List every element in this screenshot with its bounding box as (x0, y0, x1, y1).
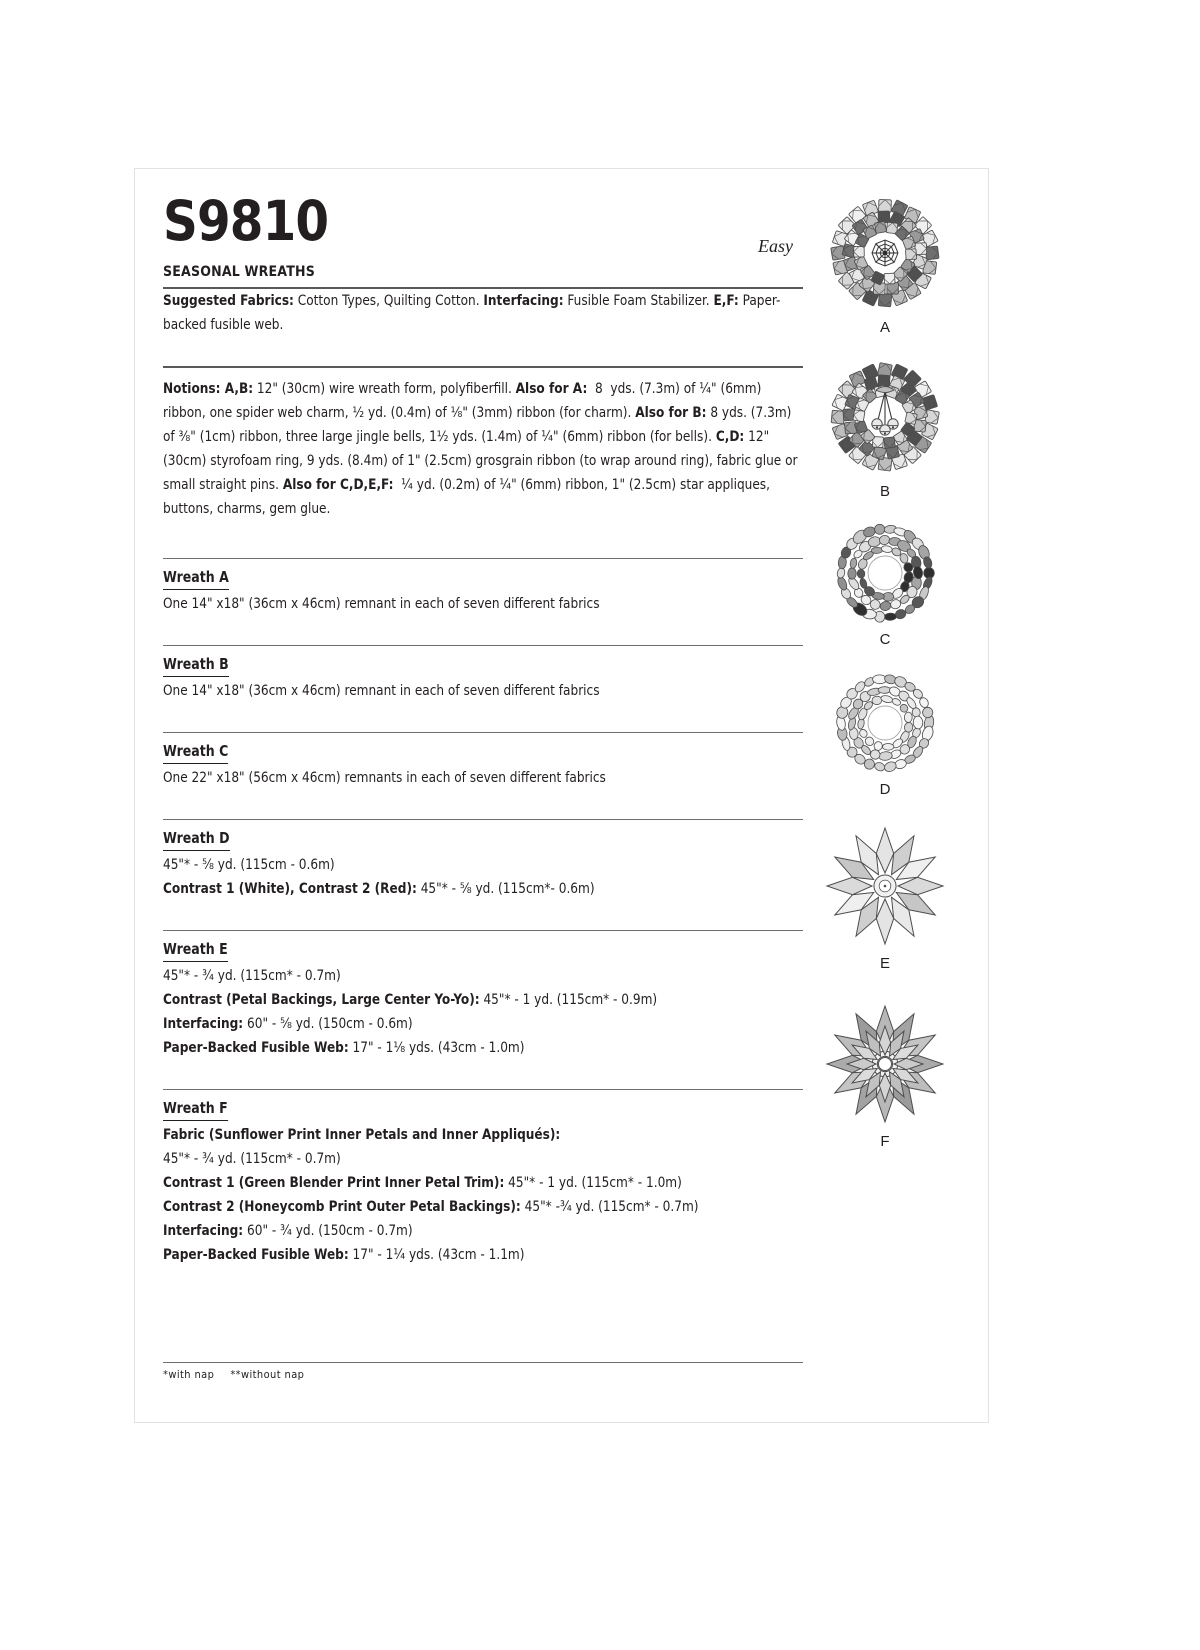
suggested-fabrics-paragraph: Suggested Fabrics: Cotton Types, Quilting Cotton. Interfacing: Fusible Foam Stabilizer. E,F: Paper-backed fusible web. (163, 293, 781, 333)
figure-view-d (800, 668, 970, 798)
section-title: Wreath F (163, 1097, 228, 1121)
figure-view-c (800, 518, 970, 648)
difficulty-label: Easy (758, 236, 793, 256)
flower-e-illustration (815, 820, 955, 954)
footnote-without-nap: **without nap (230, 1368, 305, 1381)
spacer (163, 790, 803, 812)
spacer (163, 616, 803, 638)
section-wreath-f (163, 1090, 803, 1267)
divider-footnote (163, 1362, 803, 1363)
section-title: Wreath C (163, 740, 228, 764)
flower-f-illustration (815, 1000, 955, 1132)
section-title: Wreath E (163, 938, 228, 962)
section-line: One 14" x18" (36cm x 46cm) remnant in each of seven different fabrics (163, 683, 600, 699)
figure-label: F (880, 1133, 890, 1150)
figure-label: B (879, 483, 890, 500)
section-line: 45"* - ¾ yd. (115cm* - 0.7m) (163, 968, 341, 984)
spacer (163, 368, 803, 377)
section-wreath-d (163, 820, 803, 901)
section-wreath-c (163, 733, 803, 790)
section-line: Interfacing: 60" - ¾ yd. (150cm - 0.7m) (163, 1223, 413, 1239)
footnote-with-nap: *with nap (163, 1368, 215, 1381)
page-title: S9810 (163, 189, 329, 253)
wreath-a-illustration (820, 192, 950, 318)
view-illustrations-column (800, 192, 970, 1154)
section-line: Paper-Backed Fusible Web: 17" - 1¼ yds. (43cm - 1.1m) (163, 1247, 525, 1263)
figure-label: E (879, 955, 890, 972)
section-title: Wreath D (163, 827, 230, 851)
wreath-b-illustration (820, 356, 950, 482)
figure-view-e (800, 820, 970, 972)
wreath-d-illustration (825, 668, 945, 780)
figure-view-b (800, 356, 970, 500)
section-title: Wreath B (163, 653, 229, 677)
section-wreath-a (163, 559, 803, 616)
spacer (163, 901, 803, 923)
figure-label: D (879, 781, 891, 798)
spacer (163, 703, 803, 725)
section-line: One 22" x18" (56cm x 46cm) remnants in each of seven different fabrics (163, 770, 606, 786)
section-wreath-b (163, 646, 803, 703)
section-line: 45"* - ⅝ yd. (115cm - 0.6m) (163, 857, 335, 873)
section-line: Contrast (Petal Backings, Large Center Yo-Yo): 45"* - 1 yd. (115cm* - 0.9m) (163, 992, 658, 1008)
pattern-text-column (163, 189, 803, 1381)
spacer (163, 1060, 803, 1082)
spacer (163, 1267, 803, 1355)
section-line: 45"* - ¾ yd. (115cm* - 0.7m) (163, 1151, 341, 1167)
figure-view-a (800, 192, 970, 336)
wreath-c-illustration (825, 518, 945, 630)
nap-footnote (163, 1368, 803, 1381)
section-wreath-e (163, 931, 803, 1060)
notions-paragraph: Notions: A,B: 12" (30cm) wire wreath form, polyfiberfill. Also for A: 8 yds. (7.3m) of ¼" (6mm) ribbon, one spider web charm, ½ yd. (0.4m) of ⅛" (3mm) ribbon (for charm). Also for B: 8 yds. (7.3m) of ⅜" (1cm) ribbon, three large jingle bells, 1½ yds. (1.4m) of ¼" (6mm) ribbon (for bells). C,D: 12" (30cm) styrofoam ring, 9 yds. (8.4m) of 1" (2.5cm) grosgrain ribbon (to wrap around ring), fabric glue or small straight pins. Also for C,D,E,F: ¼ yd. (0.2m) of ¼" (6mm) ribbon, 1" (2.5cm) star appliques, buttons, charms, gem glue. (163, 381, 798, 517)
pattern-subtitle: SEASONAL WREATHS (163, 264, 316, 280)
section-line: Paper-Backed Fusible Web: 17" - 1⅛ yds. (43cm - 1.0m) (163, 1040, 525, 1056)
spacer (163, 337, 803, 359)
figure-label: C (879, 631, 891, 648)
section-line: Contrast 1 (White), Contrast 2 (Red): 45"* - ⅝ yd. (115cm*- 0.6m) (163, 881, 595, 897)
figure-view-f (800, 1000, 970, 1150)
section-line: Interfacing: 60" - ⅝ yd. (150cm - 0.6m) (163, 1016, 413, 1032)
spacer (163, 521, 803, 551)
section-title: Wreath A (163, 566, 229, 590)
section-line: Contrast 2 (Honeycomb Print Outer Petal Backings): 45"* -¾ yd. (115cm* - 0.7m) (163, 1199, 699, 1215)
figure-label: A (879, 319, 890, 336)
section-line: Contrast 1 (Green Blender Print Inner Petal Trim): 45"* - 1 yd. (115cm* - 1.0m) (163, 1175, 682, 1191)
section-line: One 14" x18" (36cm x 46cm) remnant in each of seven different fabrics (163, 596, 600, 612)
section-line: Fabric (Sunflower Print Inner Petals and Inner Appliqués): (163, 1127, 561, 1143)
